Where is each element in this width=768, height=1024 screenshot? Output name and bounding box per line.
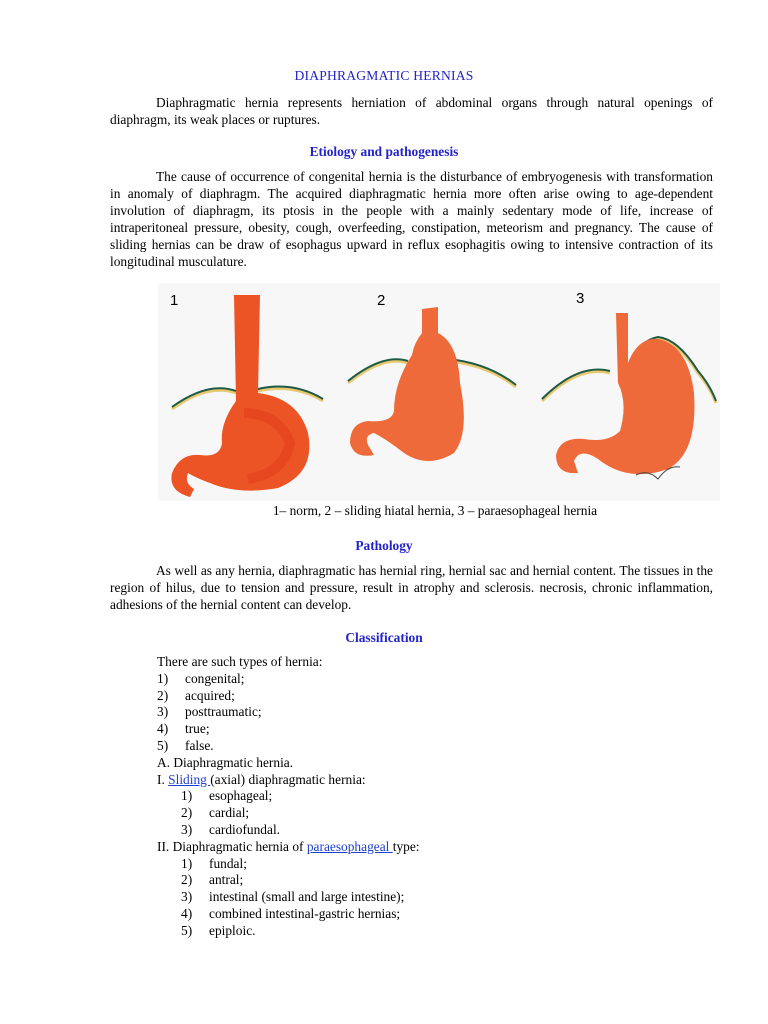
pathology-text: As well as any hernia, diaphragmatic has hernial ring, hernial sac and hernial content. The tissues in the region of hilus, due to tension and pressure, result in atrophy and sclerosis. necrosis, chronic inflammation, adhesions of the hernial content can develop. bbox=[110, 563, 713, 612]
list-item: 1) fundal; bbox=[181, 855, 247, 871]
intro-paragraph bbox=[110, 94, 713, 128]
pathology-paragraph bbox=[110, 562, 713, 613]
intro-text: Diaphragmatic hernia represents herniation of abdominal organs through natural openings of diaphragm, its weak places or ruptures. bbox=[110, 95, 713, 127]
list-item: 4) combined intestinal-gastric hernias; bbox=[181, 905, 401, 921]
list-item: 4) true; bbox=[157, 721, 210, 737]
heading-classification: Classification bbox=[345, 630, 423, 645]
group-a-label: A. Diaphragmatic hernia. bbox=[157, 754, 294, 770]
classification-list bbox=[157, 654, 717, 940]
list-item: 2) acquired; bbox=[157, 687, 235, 703]
classification-intro: There are such types of hernia: bbox=[157, 654, 323, 669]
heading-pathology: Pathology bbox=[355, 538, 413, 553]
figure-label-1: 1 bbox=[170, 292, 179, 309]
figure-label-2: 2 bbox=[377, 292, 386, 309]
list-item: 5) false. bbox=[157, 737, 214, 753]
sliding-hernia-line: I. Sliding (axial) diaphragmatic hernia: bbox=[157, 771, 366, 787]
list-item: 2) cardial; bbox=[181, 805, 250, 821]
etiology-text: The cause of occurrence of congenital hernia is the disturbance of embryogenesis with transformation in anomaly of diaphragm. The acquired diaphragmatic hernia more often arise owing to age-dependent involution of diaphragm, its ptosis in the people with a mainly sedentary mode of life, increase of intraperitoneal pressure, obesity, cough, overfeeding, constipation, meteorism and pregnancy. The cause of sliding hernias can be draw of esophagus upward in reflux esophagitis owing to intensive contraction of its longitudinal musculature. bbox=[110, 169, 713, 269]
stomach-illustrations bbox=[158, 283, 720, 501]
sliding-link[interactable]: Sliding bbox=[168, 771, 211, 787]
list-item: 3) intestinal (small and large intestine); bbox=[181, 889, 405, 905]
paraesophageal-hernia-line: II. Diaphragmatic hernia of paraesophageal type: bbox=[157, 838, 420, 854]
figure-caption: 1– norm, 2 – sliding hiatal hernia, 3 – paraesophageal hernia bbox=[272, 503, 598, 518]
list-item: 1) congenital; bbox=[157, 670, 245, 686]
paraesophageal-link[interactable]: paraesophageal bbox=[306, 838, 393, 854]
list-item: 1) esophageal; bbox=[181, 788, 273, 804]
list-item: 2) antral; bbox=[181, 872, 244, 888]
list-item: 5) epiploic. bbox=[181, 922, 256, 938]
hernia-figure bbox=[158, 283, 720, 501]
list-item: 3) cardiofundal. bbox=[181, 821, 281, 837]
figure-label-3: 3 bbox=[576, 290, 585, 307]
heading-etiology: Etiology and pathogenesis bbox=[309, 144, 459, 159]
list-item: 3) posttraumatic; bbox=[157, 704, 262, 720]
etiology-paragraph bbox=[110, 168, 713, 270]
page-title: DIAPHRAGMATIC HERNIAS bbox=[294, 68, 474, 83]
